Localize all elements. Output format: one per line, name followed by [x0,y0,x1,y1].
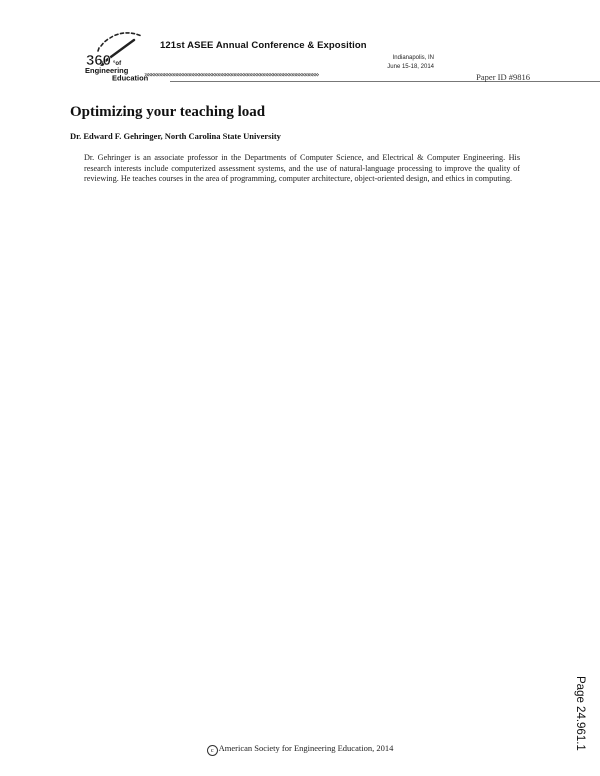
author-line: Dr. Edward F. Gehringer, North Carolina State University [70,131,281,141]
copyright-footer [0,743,600,756]
author-bio: Dr. Gehringer is an associate professor in the Departments of Computer Science, and Electrical & Computer Engineering. His research interests include computerized assessment systems, and the use of natural-language processing to improve the quality of reviewing. He teaches courses in the area of programming, computer architecture, object-oriented design, and ethics in computing. [84,153,520,184]
logo-line-engineering: Engineering [85,66,129,75]
page-number: Page 24.961.1 [574,676,586,751]
paper-title: Optimizing your teaching load [70,104,266,120]
conference-title: 121st ASEE Annual Conference & Exposition [160,40,367,51]
conference-location: Indianapolis, IN [392,55,434,61]
logo-line-education: Education [112,73,149,82]
logo-number: 360 [86,52,112,69]
copyright-text: American Society for Engineering Education, 2014 [218,743,394,753]
chevron-banner: »»»»»»»»»»»»»»»»»»»»»»»»»»»»»»»»»»»»»»»»»»»»»»»»»»»»»» [144,70,318,79]
header-rule [170,81,600,82]
conference-dates: June 15-18, 2014 [387,64,434,70]
copyright-icon: c [207,745,218,756]
conference-header [78,26,530,86]
logo-suffix: °of [113,61,122,67]
paper-id: Paper ID #9816 [476,72,530,82]
